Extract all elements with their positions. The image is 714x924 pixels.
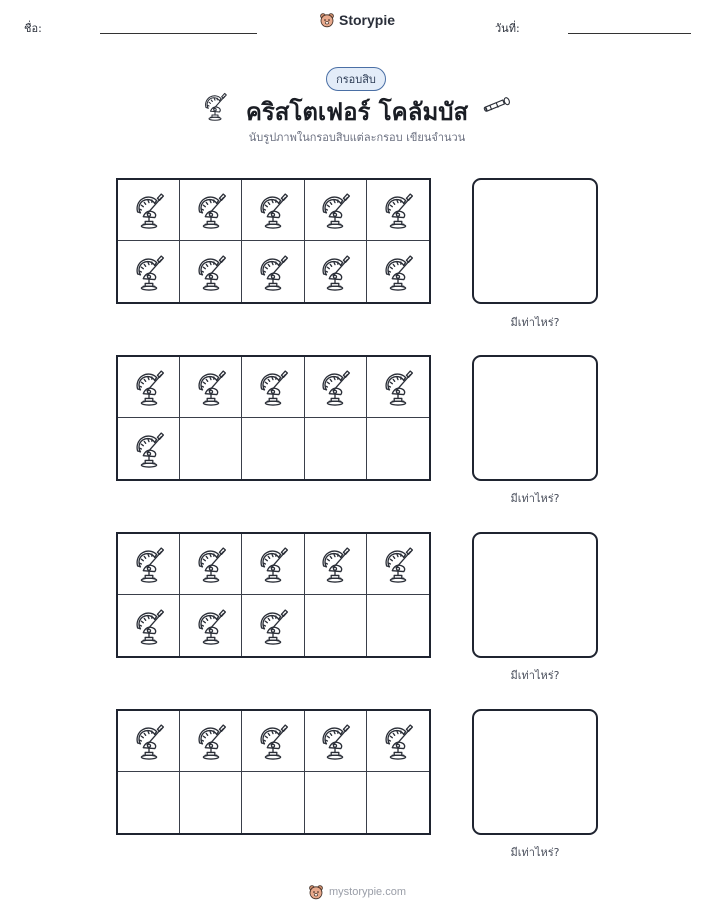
ten-frame-cell <box>305 418 367 479</box>
ten-frame-cell <box>118 180 180 241</box>
astrolabe-icon <box>130 367 168 407</box>
ten-frame-cell <box>367 418 429 479</box>
name-line[interactable] <box>100 33 257 34</box>
footer <box>0 884 714 900</box>
ten-frame-cell <box>367 357 429 418</box>
astrolabe-icon <box>192 721 230 761</box>
ten-frame-cell <box>367 595 429 656</box>
ten-frame-cell <box>242 418 304 479</box>
ten-frame-cell <box>242 595 304 656</box>
bear-logo-icon <box>319 12 335 28</box>
name-label: ชื่อ: <box>24 22 42 35</box>
astrolabe-icon <box>192 367 230 407</box>
ten-frame-cell <box>242 180 304 241</box>
ten-frame-cell <box>118 357 180 418</box>
astrolabe-icon <box>254 252 292 292</box>
ten-frame-cell <box>180 357 242 418</box>
astrolabe-icon <box>316 721 354 761</box>
ten-frame-cell <box>180 241 242 302</box>
footer-url[interactable]: mystorypie.com <box>328 886 407 898</box>
brand-name: Storypie <box>338 12 395 28</box>
instructions: นับรูปภาพในกรอบสิบแต่ละกรอบ เขียนจำนวน <box>248 131 466 144</box>
ten-frame-2 <box>116 355 431 481</box>
ten-frame-3 <box>116 532 431 658</box>
astrolabe-icon <box>192 190 230 230</box>
ten-frame-cell <box>118 241 180 302</box>
astrolabe-icon <box>254 606 292 646</box>
astrolabe-icon <box>254 190 292 230</box>
astrolabe-icon <box>254 367 292 407</box>
astrolabe-icon <box>192 606 230 646</box>
answer-box-4[interactable] <box>472 709 598 835</box>
brand-logo <box>0 12 714 28</box>
astrolabe-icon <box>316 367 354 407</box>
date-line[interactable] <box>568 33 691 34</box>
ten-frame-cell <box>305 772 367 833</box>
ten-frame-cell <box>242 357 304 418</box>
question-label-2: มีเท่าไหร่? <box>510 492 560 505</box>
ten-frame-cell <box>242 711 304 772</box>
ten-frame-cell <box>180 772 242 833</box>
ten-frame-cell <box>180 534 242 595</box>
ten-frame-cell <box>367 180 429 241</box>
astrolabe-icon <box>316 190 354 230</box>
ten-frame-cell <box>118 772 180 833</box>
astrolabe-icon <box>379 544 417 584</box>
ten-frame-cell <box>305 595 367 656</box>
astrolabe-icon <box>379 252 417 292</box>
ten-frame-cell <box>118 418 180 479</box>
ten-frame-cell <box>367 241 429 302</box>
ten-frame-1 <box>116 178 431 304</box>
ten-frame-cell <box>367 534 429 595</box>
astrolabe-icon <box>316 544 354 584</box>
astrolabe-icon <box>379 721 417 761</box>
ten-frame-cell <box>305 534 367 595</box>
astrolabe-icon <box>130 544 168 584</box>
astrolabe-icon <box>130 429 168 469</box>
ten-frame-cell <box>180 711 242 772</box>
question-label-4: มีเท่าไหร่? <box>510 846 560 859</box>
ten-frame-cell <box>305 711 367 772</box>
ten-frame-cell <box>367 711 429 772</box>
ten-frame-cell <box>367 772 429 833</box>
astrolabe-icon <box>316 252 354 292</box>
ten-frame-cell <box>180 180 242 241</box>
astrolabe-icon <box>192 252 230 292</box>
astrolabe-icon <box>192 544 230 584</box>
topic-badge: กรอบสิบ <box>326 67 386 91</box>
answer-box-2[interactable] <box>472 355 598 481</box>
astrolabe-icon <box>254 544 292 584</box>
answer-box-3[interactable] <box>472 532 598 658</box>
ten-frame-cell <box>242 772 304 833</box>
telescope-icon <box>482 96 514 112</box>
ten-frame-cell <box>118 534 180 595</box>
date-label: วันที่: <box>495 22 520 35</box>
astrolabe-icon <box>130 252 168 292</box>
ten-frame-cell <box>242 534 304 595</box>
answer-box-1[interactable] <box>472 178 598 304</box>
ten-frame-cell <box>305 180 367 241</box>
ten-frame-4 <box>116 709 431 835</box>
astrolabe-icon <box>130 190 168 230</box>
question-label-3: มีเท่าไหร่? <box>510 669 560 682</box>
astrolabe-icon <box>254 721 292 761</box>
ten-frame-cell <box>305 241 367 302</box>
ten-frame-cell <box>180 418 242 479</box>
ten-frame-cell <box>118 711 180 772</box>
page-title: คริสโตเฟอร์ โคลัมบัส <box>245 98 469 126</box>
astrolabe-icon <box>379 190 417 230</box>
question-label-1: มีเท่าไหร่? <box>510 316 560 329</box>
ten-frame-cell <box>305 357 367 418</box>
ten-frame-cell <box>118 595 180 656</box>
astrolabe-icon <box>130 721 168 761</box>
astrolabe-icon <box>130 606 168 646</box>
bear-logo-icon <box>308 884 324 900</box>
astrolabe-icon <box>379 367 417 407</box>
ten-frame-cell <box>242 241 304 302</box>
ten-frame-cell <box>180 595 242 656</box>
